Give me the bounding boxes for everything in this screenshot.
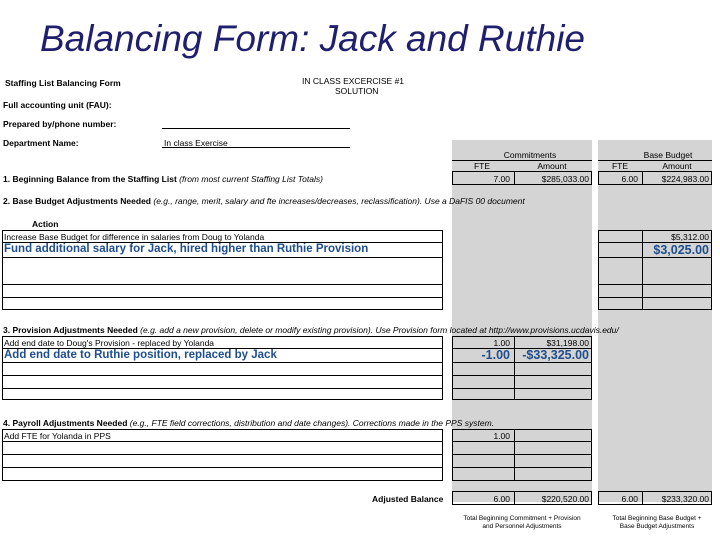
section2-row-1-text: Increase Base Budget for difference in salaries from Doug to Yolanda — [4, 232, 265, 242]
adjusted-balance-label: Adjusted Balance — [372, 494, 444, 504]
section4-note: (e.g., FTE field corrections, distribution and date changes). Corrections made in the PPS system. — [129, 418, 495, 428]
section4-commit-line-2 — [452, 454, 592, 455]
commitments-header: Commitments — [503, 150, 557, 160]
section3-label — [3, 325, 619, 335]
section3-commit-line-2 — [452, 362, 592, 363]
adjusted-commit-amount: $220,520.00 — [541, 494, 589, 504]
section1-commit-amount: $285,033.00 — [541, 174, 589, 184]
adjusted-commit-note-2: and Personnel Adjustments — [482, 523, 562, 530]
section3-title: 3. Provision Adjustments Needed — [3, 325, 138, 335]
dept-label: Department Name: — [3, 138, 79, 148]
adjusted-base-amount: $233,320.00 — [661, 494, 709, 504]
section2-row-2-text: Fund additional salary for Jack, hired higher than Ruthie Provision — [4, 243, 369, 255]
section2-title: 2. Base Budget Adjustments Needed — [3, 196, 151, 206]
section1-base-fte: 6.00 — [621, 174, 638, 184]
section2-row-line-4 — [2, 297, 443, 298]
section3-row-2-text: Add end date to Ruthie position, replaced by Jack — [4, 349, 277, 361]
section3-commit-divider — [514, 336, 515, 400]
adjusted-base-fte: 6.00 — [621, 494, 638, 504]
section4-commit-line-3 — [452, 467, 592, 468]
adjusted-base-divider — [642, 491, 643, 505]
section2-row-2-base-amount: $3,025.00 — [653, 243, 709, 257]
section1-note: (from most current Staffing List Totals) — [179, 174, 323, 184]
prepared-underline — [162, 128, 350, 129]
section3-row-line-2 — [2, 362, 443, 363]
section3-row-line-3 — [2, 375, 443, 376]
section3-commit-line-3 — [452, 375, 592, 376]
section2-base-line-3 — [598, 284, 712, 285]
base-budget-column-shade — [598, 140, 712, 502]
section2-note: (e.g., range, merit, salary and fte increases/decreases, reclassification). Use a DaFIS 00 document — [153, 196, 525, 206]
slide-title: Balancing Form: Jack and Ruthie — [40, 18, 585, 59]
section4-row-1-fte: 1.00 — [493, 431, 510, 441]
adjusted-commit-fte: 6.00 — [493, 494, 510, 504]
section2-base-line-2 — [598, 257, 712, 258]
commit-amount-header: Amount — [537, 161, 567, 171]
section3-row-2-amount: -$33,325.00 — [522, 348, 589, 362]
base-fte-header: FTE — [611, 161, 629, 171]
section4-row-1-text: Add FTE for Yolanda in PPS — [4, 431, 111, 441]
section3-commit-line-4 — [452, 388, 592, 389]
section4-row-line-3 — [2, 467, 443, 468]
section3-row-1-fte: 1.00 — [493, 338, 510, 348]
adjusted-base-note-1: Total Beginning Base Budget + — [612, 515, 702, 522]
section3-row-1-amount: $31,198.00 — [546, 338, 589, 348]
section4-commit-line-1 — [452, 441, 592, 442]
fau-label: Full accounting unit (FAU): — [3, 100, 112, 110]
dept-underline — [162, 147, 350, 148]
adjusted-base-note-2: Base Budget Adjustments — [619, 523, 695, 530]
base-budget-header: Base Budget — [643, 150, 693, 160]
section4-title: 4. Payroll Adjustments Needed — [3, 418, 128, 428]
section1-base-divider — [642, 171, 643, 185]
section3-row-2-fte: -1.00 — [481, 348, 510, 362]
adjusted-commit-note-1: Total Beginning Commitment + Provision — [463, 515, 581, 522]
section1-commit-divider — [514, 171, 515, 185]
section3-row-1-text: Add end date to Doug's Provision - replaced by Yolanda — [4, 338, 215, 348]
dept-value: In class Exercise — [164, 138, 228, 148]
adjusted-commit-divider — [514, 491, 515, 505]
base-amount-header: Amount — [662, 161, 692, 171]
section4-row-line-1 — [2, 441, 443, 442]
prepared-label: Prepared by/phone number: — [3, 119, 117, 129]
section4-row-line-2 — [2, 454, 443, 455]
section1-commit-fte: 7.00 — [493, 174, 510, 184]
section2-row-line-2 — [2, 257, 443, 258]
section4-label — [3, 418, 494, 428]
solution-label: SOLUTION — [335, 86, 379, 96]
section4-commit-divider — [514, 429, 515, 481]
exercise-label: IN CLASS EXCERCISE #1 — [302, 76, 405, 86]
section3-note: (e.g. add a new provision, delete or modify existing provision). Use Provision form located at http://www.provisions.ucdavis.edu/ — [140, 325, 619, 335]
commit-fte-header: FTE — [473, 161, 491, 171]
action-header: Action — [32, 219, 59, 229]
section2-label — [3, 196, 525, 206]
section2-row-line-3 — [2, 284, 443, 285]
section1-title: 1. Beginning Balance from the Staffing List — [3, 174, 177, 184]
section1-label — [3, 174, 323, 184]
form-heading: Staffing List Balancing Form — [5, 78, 121, 88]
section1-base-amount: $224,983.00 — [661, 174, 709, 184]
section3-row-line-4 — [2, 388, 443, 389]
section2-base-line-4 — [598, 297, 712, 298]
section2-row-1-base-amount: $5,312.00 — [671, 232, 709, 242]
